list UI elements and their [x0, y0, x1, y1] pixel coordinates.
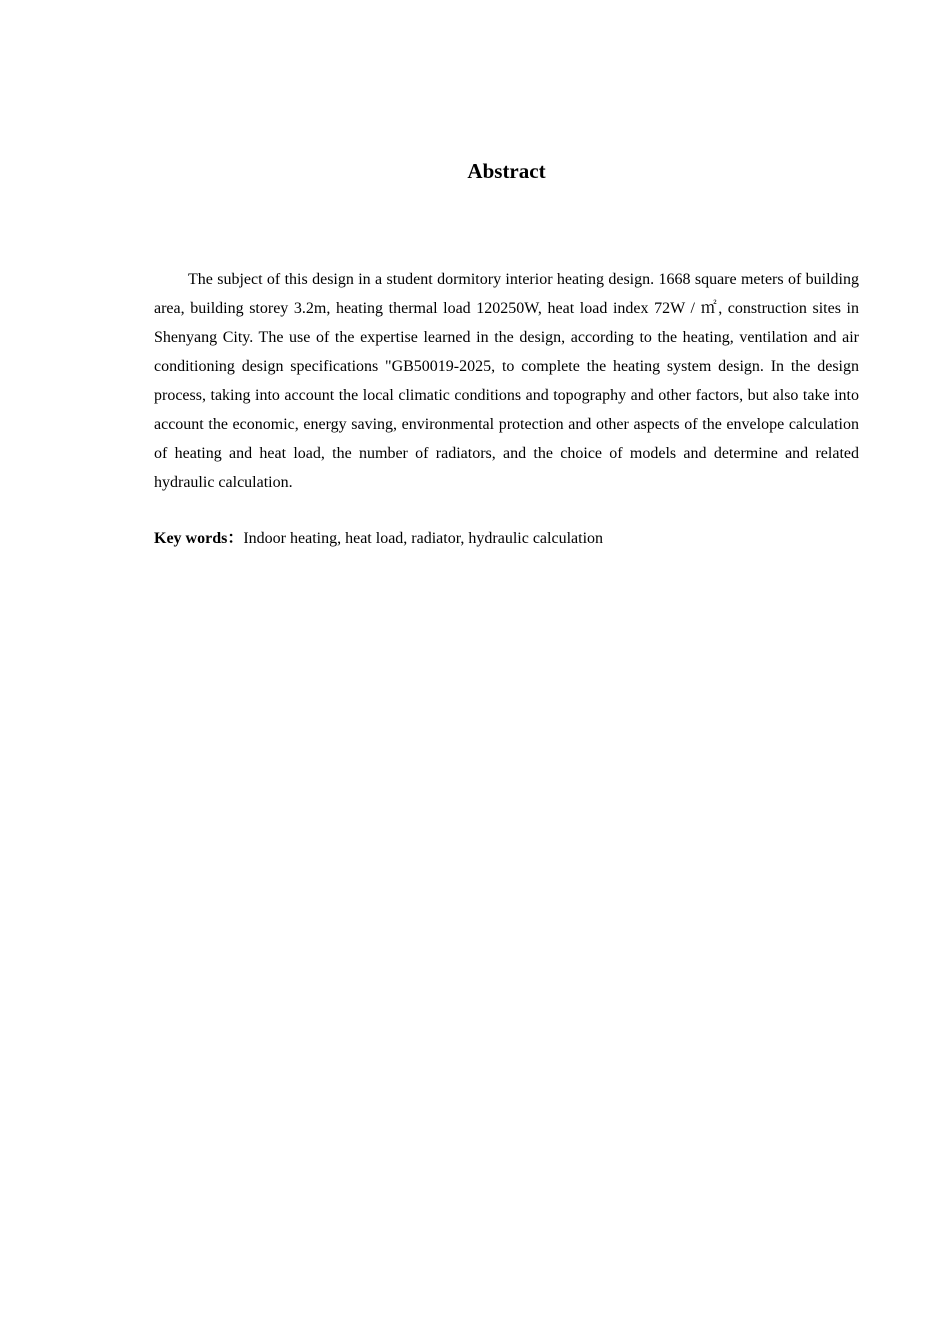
keywords-text: Indoor heating, heat load, radiator, hydraulic calculation	[243, 530, 604, 547]
page-title: Abstract	[467, 159, 546, 183]
keywords-label: Key words：	[154, 530, 244, 547]
abstract-paragraph: The subject of this design in a student dormitory interior heating design. 1668 square meters of building area, building storey 3.2m, heating thermal load 120250W, heat load index 72W / ㎡, construction sites in Shenyang City. The use of the expertise learned in the design, according to the heating, ventilation and air conditioning design specifications "GB50019-2025, to complete the heating system design. In the design process, taking into account the local climatic conditions and topography and other factors, but also take into account the economic, energy saving, environmental protection and other aspects of the envelope calculation of heating and heat load, the number of radiators, and the choice of models and determine and related hydraulic calculation.	[154, 271, 859, 491]
keywords-line	[154, 524, 859, 553]
